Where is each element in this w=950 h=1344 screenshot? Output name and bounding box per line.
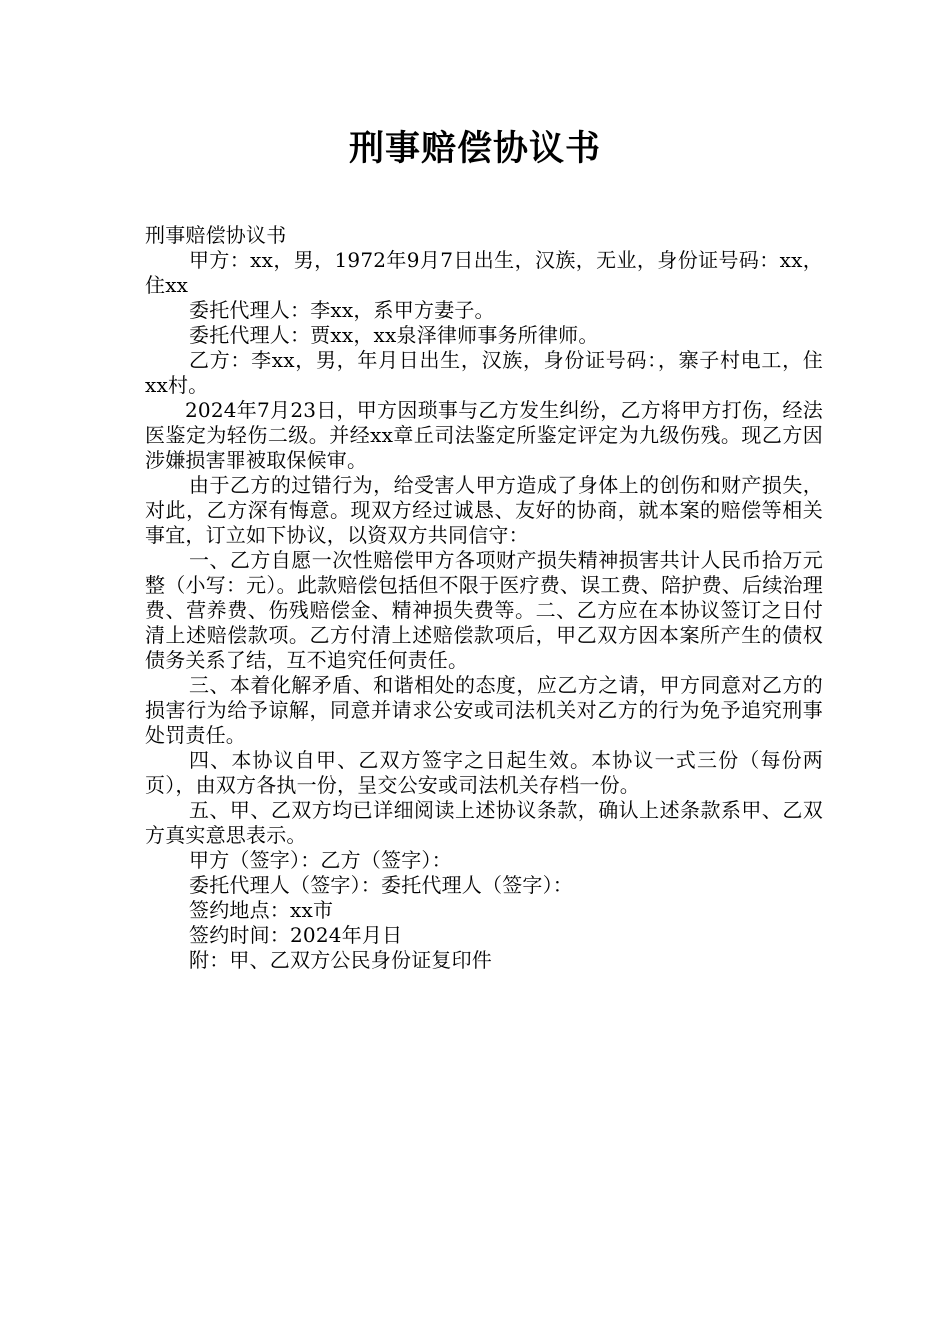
agent-1-paragraph: 委托代理人：李xx，系甲方妻子。 xyxy=(189,298,495,322)
attachment-note: 附：甲、乙双方公民身份证复印件 xyxy=(189,948,492,972)
document-body xyxy=(145,223,823,973)
signature-line-agents: 委托代理人（签字）：委托代理人（签字）： xyxy=(189,873,573,897)
party-a-paragraph: 甲方：xx，男，1972年9月7日出生，汉族，无业，身份证号码：xx，住xx xyxy=(145,248,823,297)
page-title: 刑事赔偿协议书 xyxy=(348,129,601,169)
party-b-paragraph: 乙方：李xx，男，年月日出生，汉族，身份证号码：，寨子村电工，住xx村。 xyxy=(145,348,823,397)
clause-5-paragraph: 五、甲、乙双方均已详细阅读上述协议条款，确认上述条款系甲、乙双方真实意思表示。 xyxy=(145,798,823,847)
clause-3-paragraph: 三、本着化解矛盾、和谐相处的态度，应乙方之请，甲方同意对乙方的损害行为给予谅解，同意并请求公安或司法机关对乙方的行为免予追究刑事处罚责任。 xyxy=(145,673,823,747)
clause-4-paragraph: 四、本协议自甲、乙双方签字之日起生效。本协议一式三份（每份两页），由双方各执一份，呈交公安或司法机关存档一份。 xyxy=(145,748,823,797)
incident-paragraph: 2024年7月23日，甲方因琐事与乙方发生纠纷，乙方将甲方打伤，经法医鉴定为轻伤二级。并经xx章丘司法鉴定所鉴定评定为九级伤残。现乙方因涉嫌损害罪被取保候审。 xyxy=(145,398,823,472)
clause-1-2-paragraph: 一、乙方自愿一次性赔偿甲方各项财产损失精神损害共计人民币拾万元整（小写：元）。此款赔偿包括但不限于医疗费、误工费、陪护费、后续治理费、营养费、伤残赔偿金、精神损失费等。二、乙方应在本协议签订之日付清上述赔偿款项。乙方付清上述赔偿款项后，甲乙双方因本案所产生的债权债务关系了结，互不追究任何责任。 xyxy=(145,548,823,672)
reason-paragraph: 由于乙方的过错行为，给受害人甲方造成了身体上的创伤和财产损失，对此，乙方深有悔意。现双方经过诚恳、友好的协商，就本案的赔偿等相关事宜，订立如下协议，以资双方共同信守： xyxy=(145,473,823,547)
document-subtitle: 刑事赔偿协议书 xyxy=(145,223,287,247)
signing-date: 签约时间：2024年月日 xyxy=(189,923,403,947)
signature-line-parties: 甲方（签字）：乙方（签字）： xyxy=(189,848,452,872)
signing-place: 签约地点：xx市 xyxy=(189,898,334,922)
agent-2-paragraph: 委托代理人：贾xx，xx泉泽律师事务所律师。 xyxy=(189,323,599,347)
